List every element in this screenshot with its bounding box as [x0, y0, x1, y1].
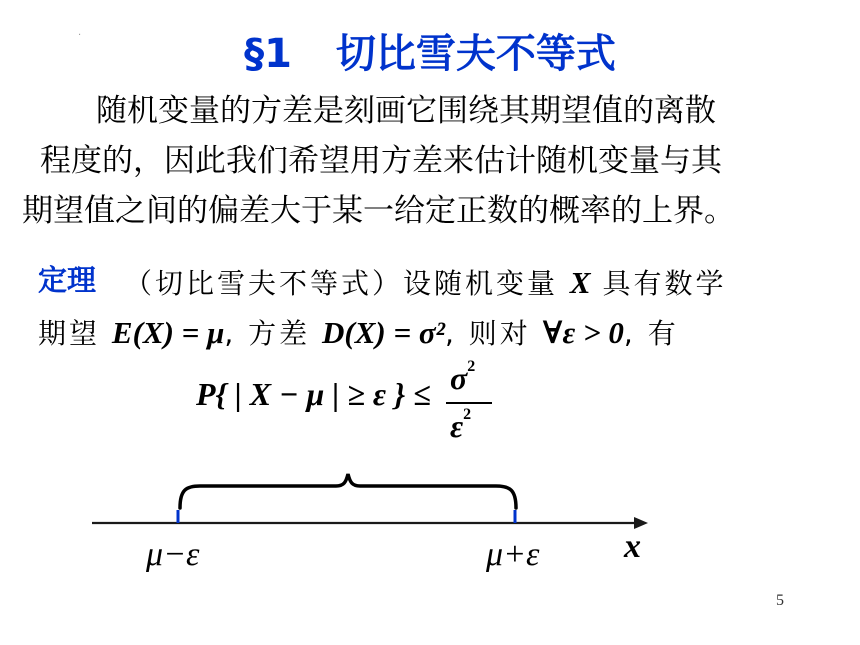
- random-variable: X: [569, 265, 591, 300]
- variance-word: , 方差: [224, 317, 311, 350]
- expectation-expr: E(X) = μ: [111, 315, 225, 350]
- intro-line-1: 随机变量的方差是刻画它围绕其期望值的离散: [96, 93, 716, 129]
- variance-expr: D(X) = σ²: [322, 315, 445, 350]
- epsilon: ε: [450, 408, 464, 444]
- theorem-label: 定理: [38, 263, 97, 297]
- for-all-word: , 则对: [444, 317, 531, 350]
- intro-line-3: 期望值之间的偏差大于某一给定正数的概率的上界。: [22, 193, 735, 229]
- interval-brace: [180, 474, 516, 508]
- section-title: 切比雪夫不等式: [335, 31, 616, 77]
- numerator-exponent: 2: [467, 358, 476, 376]
- left-endpoint-label: μ−ε: [146, 536, 200, 573]
- theorem-line-1-tail: 具有数学: [602, 267, 727, 300]
- epsilon-condition: ∀ε > 0: [542, 315, 624, 350]
- right-endpoint-label: μ+ε: [486, 536, 540, 573]
- decorative-dot: ·: [78, 30, 82, 41]
- expectation-word: 期望: [38, 317, 101, 350]
- theorem-name: （切比雪夫不等式）设随机变量: [124, 267, 559, 300]
- formula-lhs: P{ | X − μ | ≥ ε } ≤: [196, 376, 431, 412]
- section-number: §1: [244, 31, 292, 77]
- denominator-exponent: 2: [463, 406, 472, 424]
- have-word: , 有: [623, 317, 679, 350]
- intro-line-2: 程度的，因此我们希望用方差来估计随机变量与其: [40, 143, 722, 179]
- axis-label: x: [624, 528, 641, 565]
- page-number: 5: [776, 592, 784, 609]
- sigma: σ: [450, 360, 468, 396]
